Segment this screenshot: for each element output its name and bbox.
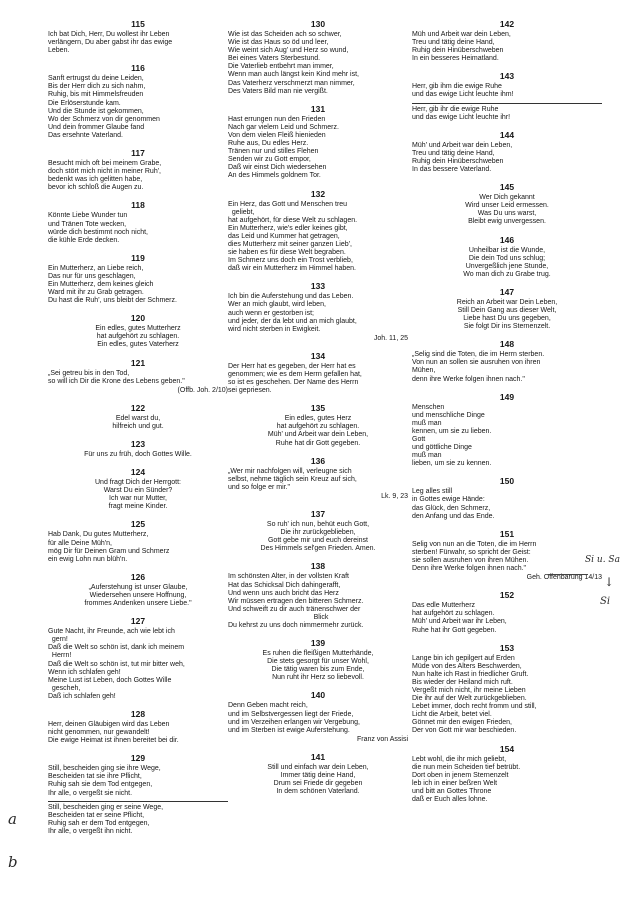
verse-block [48, 252, 228, 305]
verse-block [48, 357, 228, 395]
verse-text: Leg alles still in Gottes ewige Hände: das Glück, den Schmerz, den Anfang und das Ende. [412, 488, 495, 520]
verse-block [48, 402, 228, 431]
verse-block [412, 475, 602, 520]
handwritten-underline [548, 574, 588, 575]
verse-number: 141 [310, 751, 326, 762]
verse-text: Müh' und Arbeit war dein Leben, Treu und tätig deine Hand, Ruhig dein Hinüberschweben In das bessere Vaterland. [412, 141, 513, 174]
handwritten-arrow: ↓ [604, 575, 615, 589]
verse-text: Für uns zu früh, doch Gottes Wille. [84, 451, 192, 458]
verse-block [412, 286, 602, 331]
verse-reference: (Offb. Joh. 2/10) [177, 386, 228, 394]
verse-text: Denn Geben macht reich, und im Selbstvergessen liegt der Friede, und im Verzeihen erlangen wir Vergebung, und im Sterben ist ewige Auferstehung. [228, 702, 360, 734]
verse-text: Gute Nacht, ihr Freunde, ach wie lebt ich gern! Daß die Welt so schön ist, dank ich meinem Herrn! Daß die Welt so schön ist, tut mir bitter weh, Wenn ich schlafen geh! Meine Lust ist Leben, doch Gottes Wille gescheh, Daß ich schlafen geh! [48, 628, 185, 700]
verse-text: „Selig sind die Toten, die im Herrn sterben. Von nun an sollen sie ausruhen von ihren Mühen, denn ihre Werke folgen ihnen nach." [412, 351, 545, 383]
verse-block [228, 103, 408, 181]
verse-block [48, 438, 228, 459]
verse-number: 128 [130, 708, 146, 719]
verse-text: Reich an Arbeit war Dein Leben, Still Dein Gang aus dieser Welt, Liebe hast Du uns gegeben, Sie folgt Dir ins Sternenzelt. [456, 298, 558, 331]
verse-text: „Wer mir nachfolgen will, verleugne sich selbst, nehme täglich sein Kreuz auf sich, und so folge er mir." [228, 467, 357, 491]
verse-number: 120 [130, 313, 146, 324]
verse-block [412, 18, 602, 63]
verse-text: Unheilbar ist die Wunde, Die dein Tod uns schlug; Unvergeßlich jene Stunde, Wo man dich zu Grabe trug. [463, 246, 551, 278]
verse-text: Edel warst du, hilfreich und gut. [112, 414, 164, 430]
verse-number: 142 [499, 19, 515, 29]
verse-block [228, 560, 408, 630]
verse-number: 129 [130, 753, 146, 764]
verse-text: Still und einfach war dein Leben, Immer tätig deine Hand, Drum sei Friede dir gegeben In dem schönen Vaterland. [267, 763, 369, 796]
verse-number: 116 [131, 63, 145, 74]
verse-number: 123 [130, 439, 146, 449]
verse-block [412, 642, 602, 736]
verse-text: Lange bin ich gepilgert auf Erden Müde von des Alters Beschwerden, Nun halte ich Rast in friedlicher Gruft. Bis wieder der Heiland mich ruft. Vergeßt mich nicht, ihr meine Lieben Die ihr auf der Welt zurückgeblieben. Lebet immer, doch recht fromm und still, Licht die Arbeit, betet viel. Gönnet mir den ewigen Frieden, Der von Gott mir war beschieden. [412, 654, 537, 735]
verse-number: 121 [130, 357, 146, 368]
verse-block [48, 752, 228, 836]
verse-number: 143 [499, 71, 515, 82]
verse-number: 134 [310, 350, 326, 361]
verse-block [228, 402, 408, 447]
verse-text: Selig von nun an die Toten, die im Herrn sterben! Fürwahr, so spricht der Geist: sie sollen ausruhen von ihren Mühen. Denn ihre Werke folgen ihnen nach." [412, 540, 537, 573]
verse-number: 133 [310, 281, 326, 292]
verse-text: Herr, gib ihm die ewige Ruhe und das ewige Licht leuchte ihm! [412, 83, 514, 99]
verse-block [412, 338, 602, 383]
verse-number: 144 [499, 129, 515, 140]
verse-block [228, 350, 408, 395]
verse-text: Lebt wohl, die ihr mich geliebt, die nun mein Scheiden tief betrübt. Dort oben in jenem Sternenzelt leb ich in einer beßren Welt und bitt an Gottes Throne daß er Euch alles lohne. [412, 755, 521, 803]
verse-number: 154 [499, 743, 515, 754]
verse-reference: Lk. 9, 23 [381, 492, 408, 500]
verse-block [228, 280, 408, 343]
verse-text: Hast errungen nun den Frieden Nach gar vielem Leid und Schmerz. Von dem vielen Fleiß hienieden Ruhe aus, Du edles Herz. Tränen nur und stilles Flehen Senden wir zu Gott empor, Daß wir einst Dich wiedersehen An des Himmels goldnem Tor. [228, 115, 339, 180]
verse-number: 126 [130, 571, 146, 582]
verse-text: Menschen und menschliche Dinge muß man kennen, um sie zu lieben. Gott und göttliche Dinge muß man lieben, um sie zu kennen. [412, 403, 492, 468]
verse-number: 122 [130, 402, 146, 413]
divider-line [48, 801, 228, 802]
verse-block [228, 508, 408, 553]
verse-number: 145 [499, 182, 515, 193]
verse-number: 130 [310, 19, 326, 29]
verse-number: 140 [310, 690, 326, 701]
verse-text: Ein edles, gutes Mutterherz hat aufgehört zu schlagen. Ein edles, gutes Vaterherz [95, 325, 181, 349]
verse-text: Das edle Mutterherz hat aufgehört zu schlagen. Müh' und Arbeit war ihr Leben, Ruhe hat ihr Gott gegeben. [412, 602, 507, 634]
verse-text: Ein Mutterherz, an Liebe reich, Das nur für uns geschlagen, Ein Mutterherz, dem keines gleich Ward mit ihr zu Grab getragen. Du hast die Ruh', uns bleibt der Schmerz. [48, 264, 177, 305]
verse-block [48, 312, 228, 349]
verse-block [412, 743, 602, 805]
verse-number: 152 [499, 590, 515, 601]
verse-number: 124 [130, 467, 146, 478]
verse-block [48, 466, 228, 511]
handwritten-mark-si: Si [600, 596, 611, 607]
verse-reference: Joh. 11, 25 [373, 334, 408, 342]
verse-alt-text: Still, bescheiden ging er seine Wege, Bescheiden tat er seine Pflicht, Ruhig sah er dem Tod entgegen, Ihr alle, o vergeßt ihn nicht. [48, 803, 164, 835]
verse-block [48, 518, 228, 563]
verse-number: 125 [130, 519, 146, 530]
verse-text: Besucht mich oft bei meinem Grabe, doch stört mich nicht in meiner Ruh', bedenkt was ich gelitten habe, bevor ich schloß die Augen zu. [48, 160, 162, 192]
verse-text: „Auferstehung ist unser Glaube, Wiedersehen unsere Hoffnung, frommes Andenken unsere Liebe." [84, 583, 192, 608]
verse-text: Und fragt Dich der Herrgott: Warst Du ein Sünder? Ich war nur Mutter, fragt meine Kinder. [95, 479, 181, 511]
verse-text: Es ruhen die fleißigen Mutterhände, Die stets gesorgt für unser Wohl, Die tätig waren bis zum Ende, Nun ruht ihr Herz so liebevoll. [262, 650, 374, 682]
verse-text: Wie ist das Scheiden ach so schwer, Wie ist das Haus so öd und leer, Wie weint sich Aug' und Herz so wund, Bei eines Vaters Sterbestund. Die Vaterlieb entbehrt man immer, Wenn man auch längst kein Kind mehr ist, Das Vaterherz verschmerzt man nimmer, Des Vaters Bild man nie vergißt. [228, 31, 359, 95]
verse-number: 138 [310, 561, 326, 572]
verse-block [412, 129, 602, 174]
verse-text: Still, bescheiden ging sie ihre Wege, Bescheiden tat sie ihre Pflicht, Ruhig sah sie dem Tod entgegen, Ihr alle, o vergeßt sie nicht. [48, 765, 161, 797]
verse-text: Wer Dich gekannt Wird unser Leid ermessen. Was Du uns warst, Bleibt ewig unvergessen. [465, 194, 549, 226]
verse-block [228, 689, 408, 743]
verse-number: 119 [131, 252, 145, 263]
handwritten-mark-a: a [8, 810, 17, 828]
verse-number: 150 [499, 476, 515, 487]
verse-text: So ruh' ich nun, behüt euch Gott, Die ihr zurückgeblieben, Gott gebe mir und euch dereinst Des Himmels sel'gen Frieden. Amen. [260, 521, 376, 553]
column-right [412, 18, 602, 811]
verse-number: 115 [131, 19, 145, 29]
verse-block [48, 147, 228, 192]
verse-number: 137 [310, 509, 326, 520]
verse-number: 117 [131, 148, 145, 159]
handwritten-mark-b: b [8, 853, 18, 871]
verse-text: Ich bin die Auferstehung und das Leben. Wer an mich glaubt, wird leben, auch wenn er gestorben ist; und jeder, der da lebt und an mich glaubt, wird nicht sterben in Ewigkeit. [228, 293, 357, 333]
divider-line [412, 103, 602, 104]
verse-number: 146 [499, 234, 515, 245]
verse-block [412, 181, 602, 226]
verse-number: 148 [499, 339, 515, 350]
verse-block [228, 455, 408, 501]
verse-block [412, 70, 602, 121]
verse-block [228, 637, 408, 682]
verse-number: 136 [310, 455, 326, 466]
verse-text: Ein edles, gutes Herz hat aufgehört zu schlagen. Müh' und Arbeit war dein Leben, Ruhe hat dir Gott gegeben. [267, 415, 369, 447]
verse-number: 118 [131, 200, 145, 211]
verse-text: Ich bat Dich, Herr, Du wollest ihr Leben verlängern, Du aber gabst ihr das ewige Leben. [48, 31, 173, 55]
verse-block [48, 62, 228, 140]
verse-block [228, 188, 408, 274]
handwritten-note: Si u. Sa [585, 555, 620, 565]
verse-block [48, 199, 228, 244]
verse-reference: Franz von Assisi [357, 735, 408, 743]
verse-number: 139 [310, 638, 326, 649]
column-left [48, 18, 228, 843]
verse-text: Herr, deinen Gläubigen wird das Leben nicht genommen, nur gewandelt! Die ewige Heimat ist ihnen bereitet bei dir. [48, 720, 179, 745]
verse-number: 135 [310, 403, 326, 414]
verse-reference: Geh. Offenbarung 14/13 [526, 574, 602, 582]
verse-text: Müh und Arbeit war dein Leben, Treu und tätig deine Hand, Ruhig dein Hinüberschweben In ein besseres Heimatland. [412, 31, 511, 63]
verse-text: „Sei getreu bis in den Tod, so will ich Dir die Krone des Lebens geben." [48, 369, 185, 385]
verse-text: Der Herr hat es gegeben, der Herr hat es genommen; wie es dem Herrn gefallen hat, so ist es geschehen. Der Name des Herrn sei gepriesen. [228, 362, 362, 395]
verse-number: 132 [310, 188, 326, 199]
verse-alt-text: Herr, gib ihr die ewige Ruhe und das ewige Licht leuchte ihr! [412, 105, 511, 121]
verse-block [48, 708, 228, 745]
verse-number: 147 [499, 286, 515, 297]
verse-block [412, 589, 602, 634]
column-middle [228, 18, 408, 803]
verse-number: 131 [310, 103, 326, 114]
verse-text: Im schönsten Alter, in der vollsten Kraft Hat das Schicksal Dich dahingerafft, Und wenn uns auch bricht das Herz Wir müssen ertragen den bitteren Schmerz. Und schweift zu dir auch tränenschwer der Blick Du kehrst zu uns doch nimmermehr zurück. [228, 573, 364, 629]
verse-block [48, 18, 228, 55]
verse-block [48, 615, 228, 701]
verse-block [48, 571, 228, 608]
verse-block [228, 18, 408, 96]
verse-number: 149 [499, 391, 515, 402]
verse-text: Sanft ertrugst du deine Leiden, Bis der Herr dich zu sich nahm, Ruhig, bis mit Himmelsfreuden Die Erlöserstunde kam. Und die Stunde ist gekommen, Wo der Schmerz von dir genommen Und dein frommer Glaube fand Das ersehnte Vaterland. [48, 75, 160, 139]
verse-text: Ein Herz, das Gott und Menschen treu geliebt, hat aufgehört, für diese Welt zu schlagen. Ein Mutterherz, wie's edler keines gibt, das Leid und Kummer hat getragen, dies Mutterherz mit seiner ganzen Lieb', sie haben es für diese Welt begraben. Im Schmerz uns doch ein Trost verblieb, daß wir ein Mutterherz im Himmel haben. [228, 200, 358, 273]
verse-text: Könnte Liebe Wunder tun und Tränen Tote wecken, würde dich bestimmt noch nicht, die kühle Erde decken. [48, 212, 148, 244]
verse-number: 151 [499, 528, 515, 539]
verse-block [412, 391, 602, 469]
verse-number: 153 [499, 642, 515, 653]
verse-text: Hab Dank, Du gutes Mutterherz, für alle Deine Müh'n, mög Dir für Deinen Gram und Schmerz ein ewig Lohn nun blüh'n. [48, 531, 170, 563]
verse-number: 127 [130, 616, 146, 627]
verse-block [228, 751, 408, 796]
verse-block [412, 234, 602, 279]
